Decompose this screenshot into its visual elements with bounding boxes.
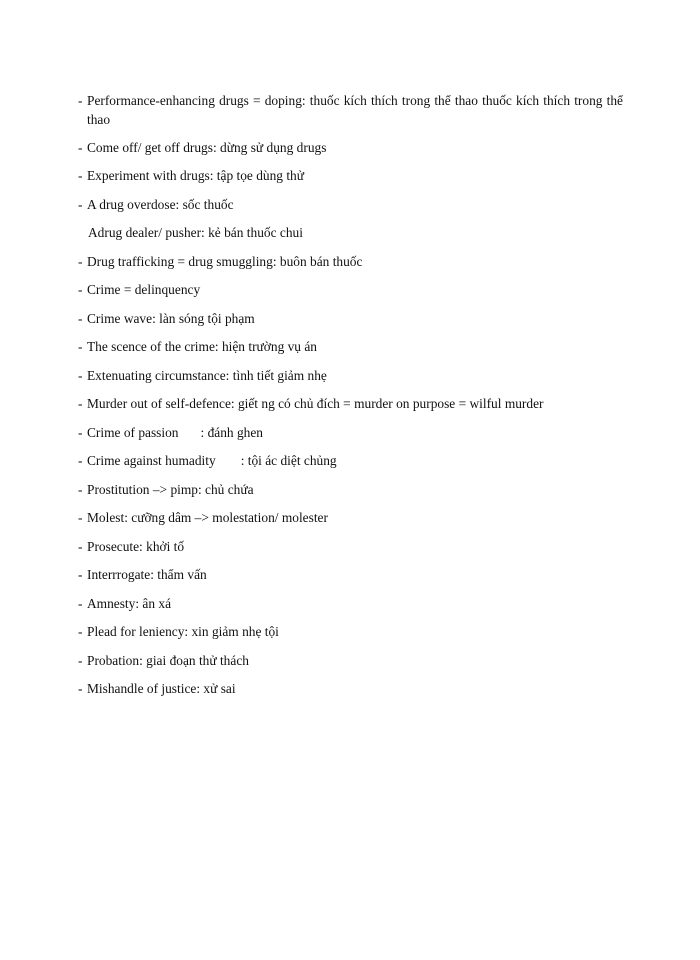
entry-text: Molest: cưỡng dâm –> molestation/ molester bbox=[87, 510, 328, 526]
bullet-dash: - bbox=[78, 624, 83, 640]
entry-meaning: : tội ác diệt chủng bbox=[240, 453, 337, 469]
entry-text: Performance-enhancing drugs = doping: thuốc kích thích trong thể thao thuốc kích thích trong thể thao bbox=[87, 93, 623, 127]
bullet-dash: - bbox=[78, 168, 83, 184]
bullet-dash: - bbox=[78, 652, 83, 668]
entry-text: Come off/ get off drugs: dừng sử dụng drugs bbox=[87, 139, 327, 155]
list-item bbox=[78, 509, 623, 528]
bullet-dash: - bbox=[78, 139, 83, 155]
bullet-dash: - bbox=[78, 453, 83, 469]
entry-text: Drug trafficking = drug smuggling: buôn bán thuốc bbox=[87, 253, 363, 269]
bullet-dash: - bbox=[78, 510, 83, 526]
list-item bbox=[78, 196, 623, 215]
list-item bbox=[78, 538, 623, 557]
list-item bbox=[78, 224, 623, 243]
bullet-dash: - bbox=[78, 367, 83, 383]
list-item bbox=[78, 92, 623, 129]
list-item bbox=[78, 566, 623, 585]
bullet-dash: - bbox=[78, 93, 83, 108]
bullet-dash: - bbox=[78, 310, 83, 326]
list-item bbox=[78, 595, 623, 614]
entry-text: Prosecute: khởi tố bbox=[87, 538, 185, 554]
list-item bbox=[78, 481, 623, 500]
list-item bbox=[78, 281, 623, 300]
bullet-dash: - bbox=[78, 396, 83, 412]
entry-text: Mishandle of justice: xử sai bbox=[87, 681, 236, 697]
bullet-dash: - bbox=[78, 424, 83, 440]
entry-text: Adrug dealer/ pusher: kẻ bán thuốc chui bbox=[88, 225, 303, 241]
bullet-dash: - bbox=[78, 196, 83, 212]
entry-text: Amnesty: ân xá bbox=[87, 595, 172, 611]
entry-text: Extenuating circumstance: tình tiết giảm nhẹ bbox=[87, 367, 327, 383]
entry-text: Crime wave: làn sóng tội phạm bbox=[87, 310, 255, 326]
entry-text: Crime = delinquency bbox=[87, 282, 201, 298]
bullet-dash: - bbox=[78, 567, 83, 583]
entry-text: Murder out of self-defence: giết ng có chủ đích = murder on purpose = wilful murder bbox=[87, 396, 544, 412]
list-item bbox=[78, 338, 623, 357]
list-item bbox=[78, 139, 623, 158]
list-item bbox=[78, 253, 623, 272]
vocabulary-list bbox=[78, 92, 623, 709]
bullet-dash: - bbox=[78, 253, 83, 269]
bullet-dash: - bbox=[78, 282, 83, 298]
list-item bbox=[78, 167, 623, 186]
list-item bbox=[78, 680, 623, 699]
list-item bbox=[78, 367, 623, 386]
list-item bbox=[78, 452, 623, 471]
list-item bbox=[78, 623, 623, 642]
list-item bbox=[78, 310, 623, 329]
entry-text: Prostitution –> pimp: chủ chứa bbox=[87, 481, 254, 497]
bullet-dash: - bbox=[78, 538, 83, 554]
entry-text: Interrrogate: thẩm vấn bbox=[87, 567, 207, 583]
entry-text: The scence of the crime: hiện trường vụ án bbox=[87, 339, 317, 355]
bullet-dash: - bbox=[78, 595, 83, 611]
bullet-dash: - bbox=[78, 339, 83, 355]
entry-meaning: : đánh ghen bbox=[200, 424, 263, 440]
entry-text: Experiment with drugs: tập tọe dùng thử bbox=[87, 168, 305, 184]
list-item bbox=[78, 652, 623, 671]
list-item bbox=[78, 395, 623, 414]
entry-text: A drug overdose: sốc thuốc bbox=[87, 196, 234, 212]
entry-term: Crime against humadity bbox=[87, 453, 216, 469]
entry-text: Plead for leniency: xin giảm nhẹ tội bbox=[87, 624, 279, 640]
entry-text: Probation: giai đoạn thử thách bbox=[87, 652, 249, 668]
bullet-dash: - bbox=[78, 481, 83, 497]
entry-term: Crime of passion bbox=[87, 424, 179, 440]
bullet-dash: - bbox=[78, 681, 83, 697]
list-item bbox=[78, 424, 623, 443]
